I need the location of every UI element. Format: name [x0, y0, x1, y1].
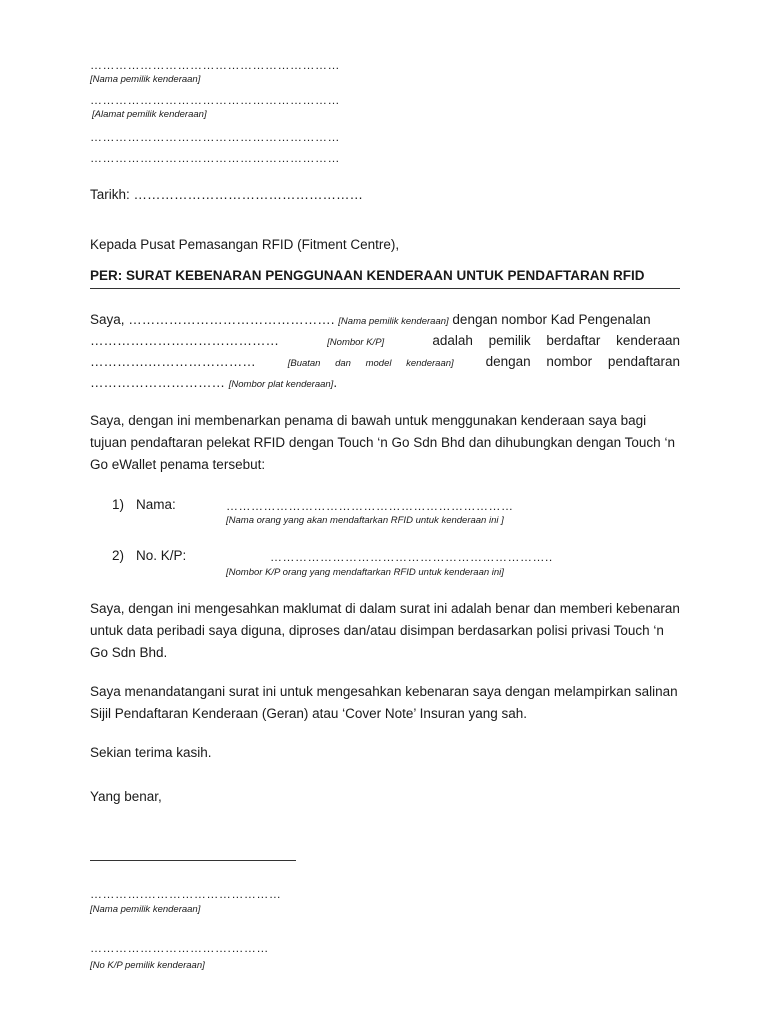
- owner-line-2-tail: adalah pemilik berdaftar kenderaan: [432, 333, 680, 348]
- item-1-line: ……………………………………………………………: [226, 499, 514, 513]
- item-1-number: 1): [112, 497, 125, 512]
- owner-ic-hint: [Nombor K/P]: [327, 337, 385, 348]
- owner-details-paragraph: [90, 309, 680, 393]
- plate-number-hint: [Nombor plat kenderaan]: [228, 379, 334, 390]
- item-1-hint: [Nama orang yang akan mendaftarkan RFID untuk kenderaan ini ]: [226, 515, 504, 526]
- owner-line-2: [90, 330, 680, 351]
- confirmation-paragraph: Saya, dengan ini mengesahkan maklumat di dalam surat ini adalah benar dan memberi kebenaran untuk data peribadi saya diguna, diproses dan/atau disimpan berdasarkan polisi privasi Touch ‘n Go Sdn Bhd.: [90, 601, 680, 660]
- owner-line-1-tail: dengan nombor Kad Pengenalan: [452, 312, 651, 327]
- owner-line-3: [90, 351, 680, 372]
- vehicle-model-hint: [Buatan dan model kenderaan]: [287, 358, 454, 369]
- vehicle-model-field: ………….……………………: [90, 354, 256, 369]
- owner-line-1: [90, 309, 680, 330]
- sender-address-line-2: ……………………………………………………: [90, 130, 340, 144]
- item-2-number: 2): [112, 548, 125, 563]
- closing-yours: Yang benar,: [90, 789, 162, 804]
- item-2-label: No. K/P:: [136, 548, 187, 563]
- owner-line-3-tail: dengan nombor pendaftaran: [485, 354, 680, 369]
- signature-line: [90, 860, 296, 861]
- subject-underline: [90, 288, 680, 289]
- sender-address-line-1: ……………………………………………………: [90, 93, 340, 107]
- plate-number-field: …………………………: [90, 375, 225, 390]
- item-1-label: Nama:: [136, 497, 176, 512]
- item-2-line: …………………………………………………………..: [270, 550, 553, 564]
- sender-name-line: ……………………………………………………: [90, 58, 340, 72]
- signature-ic-line: …………………………….………: [90, 941, 269, 955]
- signature-name-hint: [Nama pemilik kenderaan]: [90, 904, 201, 915]
- owner-line-4-tail: .: [333, 375, 338, 390]
- signature-ic-hint: [No K/P pemilik kenderaan]: [90, 960, 205, 971]
- sender-address-line-3: ……………………………………………………: [90, 151, 340, 165]
- sender-address-hint: [Alamat pemilik kenderaan]: [92, 109, 207, 120]
- sender-name-hint: [Nama pemilik kenderaan]: [90, 74, 201, 85]
- recipient-line: Kepada Pusat Pemasangan RFID (Fitment Centre),: [90, 237, 400, 252]
- item-2-hint: [Nombor K/P orang yang mendaftarkan RFID untuk kenderaan ini]: [226, 567, 504, 578]
- owner-line-4: [90, 372, 680, 393]
- authorization-paragraph: Saya, dengan ini membenarkan penama di bawah untuk menggunakan kenderaan saya bagi tujuan pendaftaran pelekat RFID dengan Touch ‘n Go Sdn Bhd dan dihubungkan dengan Touch ‘n Go eWallet penama tersebut:: [90, 413, 675, 472]
- owner-name-field: Saya, ……………………………………….: [90, 312, 335, 327]
- owner-ic-field: ……………………………………: [90, 333, 279, 348]
- date-line: Tarikh: ……………………………………………: [90, 187, 364, 202]
- owner-name-hint: [Nama pemilik kenderaan]: [338, 316, 449, 327]
- signature-paragraph: Saya menandatangani surat ini untuk mengesahkan kebenaran saya dengan melampirkan salinan Sijil Pendaftaran Kenderaan (Geran) atau ‘Cover Note’ Insuran yang sah.: [90, 684, 678, 721]
- signature-name-line: ………….……………………………: [90, 887, 282, 901]
- closing-thanks: Sekian terima kasih.: [90, 745, 212, 760]
- subject-heading: PER: SURAT KEBENARAN PENGGUNAAN KENDERAAN UNTUK PENDAFTARAN RFID: [90, 268, 645, 283]
